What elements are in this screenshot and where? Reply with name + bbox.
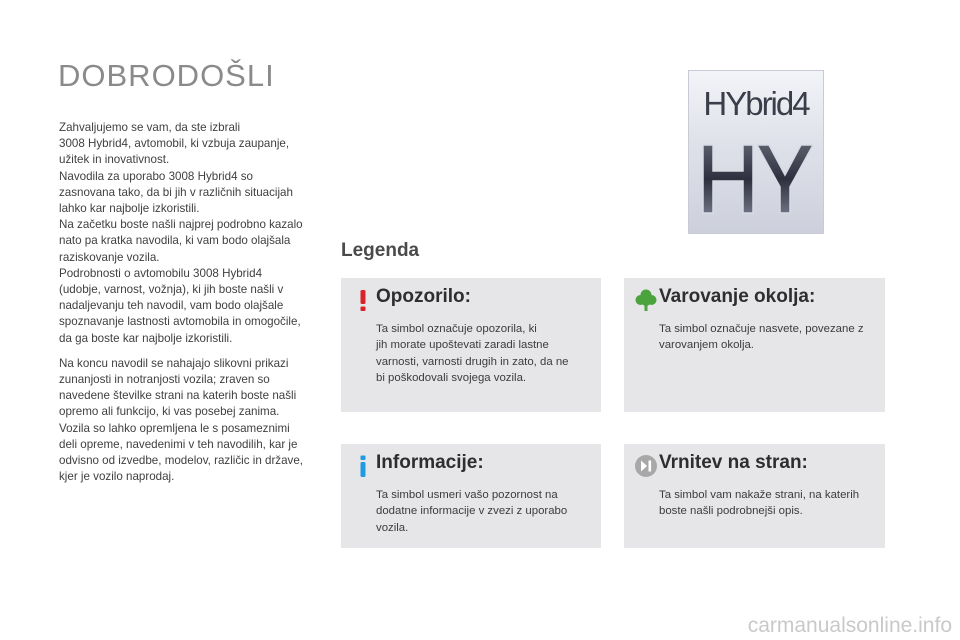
hy-emblem-icon — [697, 137, 817, 221]
legend-card-title: Vrnitev na stran: — [659, 452, 808, 473]
legend-card-body: Ta simbol usmeri vašo pozornost na dodatne informacije v zvezi z uporabo vozila. — [376, 489, 568, 534]
intro-paragraph-2: Na koncu navodil se nahajajo slikovni prikazi zunanjosti in notranjosti vozila; zraven so navedene številke strani na katerih boste našli opremo ali funkcijo, ki vas posebej zanima. Vozila so lahko opremljena le s posameznimi deli opreme, navedenimi v teh navodilih, kar je odvisno od izvedbe, modelov, različic in države, kjer je vozilo naprodaj. — [59, 356, 304, 484]
legend-card-title: Opozorilo: — [376, 286, 471, 307]
logo-text: HYbrid4 — [703, 85, 809, 122]
info-icon — [351, 454, 375, 478]
page-title: DOBRODOŠLI — [58, 58, 275, 93]
intro-paragraph-1: Zahvaljujemo se vam, da ste izbrali 3008 Hybrid4, avtomobil, ki vzbuja zaupanje, užitek in inovativnost. Navodila za uporabo 3008 Hybrid4 so zasnovana tako, da bi jih v različnih situacijah lahko kar najbolje izkoristili. Na začetku boste našli najprej podrobno kazalo nato pa kratka navodila, ki vam bodo olajšala raziskovanje vozila. Podrobnosti o avtomobilu 3008 Hybrid4 (udobje, varnost, vožnja), ki jih boste našli v nadaljevanju teh navodil, vam bodo olajšale spoznavanje lastnosti avtomobila in omogočile, da ga boste kar najbolje izkoristili. — [59, 121, 303, 345]
legend-title: Legenda — [341, 240, 420, 261]
legend-card-body: Ta simbol označuje opozorila, ki jih morate upoštevati zaradi lastne varnosti, varnosti drugih in zato, da ne bi poškodovali svojega vozila. — [376, 323, 569, 385]
exclamation-icon — [351, 288, 375, 312]
legend-card-environment — [624, 278, 885, 412]
intro-text — [59, 120, 329, 485]
watermark: carmanualsonline.info — [747, 614, 952, 637]
legend-card-page-ref — [624, 444, 885, 548]
legend-card-body: Ta simbol označuje nasvete, povezane z varovanjem okolja. — [659, 323, 864, 352]
legend-card-warning — [341, 278, 601, 412]
tree-icon — [634, 288, 658, 312]
legend-card-info — [341, 444, 601, 548]
legend-card-title: Varovanje okolja: — [659, 286, 816, 307]
legend-card-body: Ta simbol vam nakaže strani, na katerih boste našli podrobnejši opis. — [659, 489, 860, 518]
hybrid4-logo — [688, 70, 824, 234]
page-arrow-icon — [634, 454, 658, 478]
legend-card-title: Informacije: — [376, 452, 484, 473]
